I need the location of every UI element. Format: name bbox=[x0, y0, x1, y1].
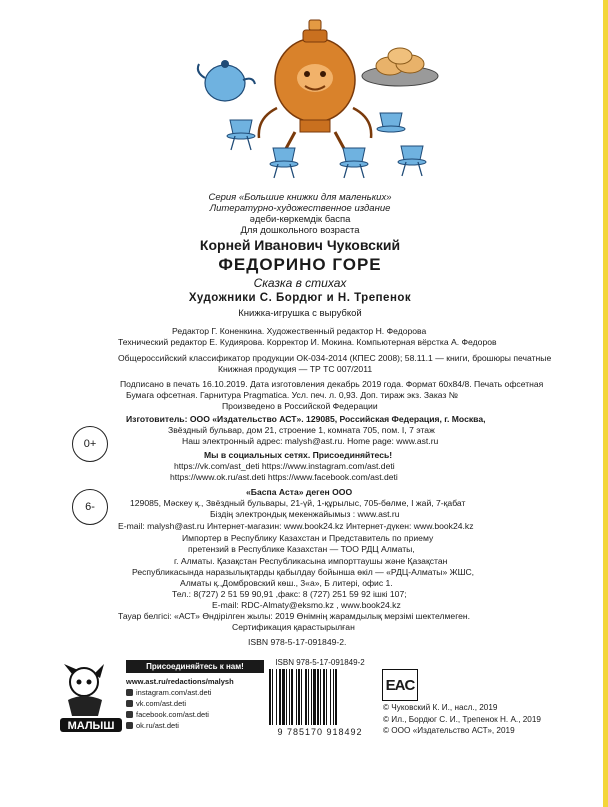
kz-publisher-address: 129085, Мәскеу қ., Звёздный бульвары, 21-үй, 1-құрылыс, 705-бөлме, I жай, 7-қабат bbox=[130, 498, 466, 508]
facebook-icon bbox=[126, 711, 133, 718]
importer-address: Алматы қ.,Домбровский көш., 3«а», Б литері, офис 1. bbox=[180, 578, 393, 588]
print-info-line: Подписано в печать 16.10.2019. Дата изготовления декабрь 2019 года. Формат 60x84/8. Печать офсетная bbox=[120, 379, 544, 389]
certification-line: Сертификация қарастырылған bbox=[232, 622, 355, 632]
barcode-digits: 9 785170 918492 bbox=[277, 727, 363, 737]
social-heading: Мы в социальных сетях. Присоединяйтесь! bbox=[204, 450, 393, 460]
logo-text: МАЛЫШ bbox=[67, 720, 115, 732]
manufacturer-line-3: Наш электронный адрес: malysh@ast.ru. Home page: www.ast.ru bbox=[182, 436, 439, 446]
importer-line-3: г. Алматы. Қазақстан Республикасына импорттаушы және Қазақстан bbox=[174, 556, 448, 566]
artists-line: Художники С. Бордюг и Н. Трепенок bbox=[188, 292, 412, 304]
print-info-line-3: Произведено в Российской Федерации bbox=[222, 401, 378, 411]
print-info-line-2: Бумага офсетная. Гарнитура Pragmatica. Усл. печ. л. 0,93. Доп. тираж экз. Заказ № bbox=[126, 390, 458, 400]
barcode-block bbox=[265, 658, 375, 740]
copyright-block bbox=[383, 702, 541, 737]
genre-line: Литературно-художественное издание bbox=[209, 203, 391, 214]
social-links-line[interactable]: https://vk.com/ast_deti https://www.instagram.com/ast.deti bbox=[174, 461, 395, 471]
copyright-line: © Чуковский К. И., насл., 2019 bbox=[383, 703, 498, 712]
yellow-edge-strip bbox=[603, 0, 608, 807]
isbn-line: ISBN 978-5-17-091849-2. bbox=[248, 637, 347, 647]
barcode bbox=[269, 669, 371, 725]
kz-publisher-contacts: E-mail: malysh@ast.ru Интернет-магазин: www.book24.kz Интернет-дүкен: www.book24.kz bbox=[118, 521, 474, 531]
instagram-icon bbox=[126, 689, 133, 696]
book-type: Книжка-игрушка с вырубкой bbox=[238, 308, 362, 319]
tech-editor-line: Технический редактор Е. Кудиярова. Корректор И. Мокина. Компьютерная вёрстка А. Федоров bbox=[118, 337, 497, 347]
kz-publisher-name: «Баспа Аста» деген ООО bbox=[246, 487, 353, 497]
ok-icon bbox=[126, 722, 133, 729]
importer-email: E-mail: RDC-Almaty@eksmo.kz , www.book24.kz bbox=[212, 600, 401, 610]
importer-line: Импортер в Республику Казахстан и Представитель по приему bbox=[182, 533, 434, 543]
genre-kz-line: әдеби-көркемдік баспа bbox=[249, 214, 351, 225]
classifier-line-2: Книжная продукция — ТР ТС 007/2011 bbox=[218, 364, 373, 374]
manufacturer-line: Изготовитель: ООО «Издательство АСТ». 129085, Российская Федерация, г. Москва, bbox=[126, 414, 486, 424]
samovar-illustration bbox=[195, 8, 445, 193]
classifier-line: Общероссийский классификатор продукции ОК-034-2014 (КПЕС 2008); 58.11.1 — книги, брошюры печатные bbox=[118, 353, 552, 363]
social-row-vk[interactable]: vk.com/ast.deti bbox=[126, 698, 264, 709]
vk-icon bbox=[126, 700, 133, 707]
book-subtitle: Сказка в стихах bbox=[253, 276, 347, 290]
importer-phone: Тел.: 8(727) 2 51 59 90,91 ,факс: 8 (727) 251 59 92 ішкі 107; bbox=[172, 589, 407, 599]
importer-line-2: претензий в Республике Казахстан — ТОО РДЦ Алматы, bbox=[188, 544, 415, 554]
social-links-line-2[interactable]: https://www.ok.ru/ast.deti https://www.facebook.com/ast.deti bbox=[170, 472, 398, 482]
malysh-logo bbox=[58, 660, 124, 736]
age-badge-0plus: 0+ bbox=[72, 426, 108, 462]
copyright-line: © Ил., Бордюг С. И., Трепенок Н. А., 2019 bbox=[383, 714, 541, 724]
social-panel bbox=[126, 660, 264, 731]
barcode-isbn: ISBN 978-5-17-091849-2 bbox=[275, 658, 365, 667]
kz-publisher-web: Біздің электрондық мекенжайымыз : www.ast.ru bbox=[210, 509, 400, 519]
copyright-line: © ООО «Издательство АСТ», 2019 bbox=[383, 726, 515, 735]
trademark-line: Тауар белгісі: «АСТ» Өндірілген жылы: 2019 Өнімнің жарамдылық мерзімі шектелмеген. bbox=[118, 611, 471, 621]
eac-mark: EAC bbox=[382, 669, 418, 701]
social-row-facebook[interactable]: facebook.com/ast.deti bbox=[126, 709, 264, 720]
join-label: Присоединяйтесь к нам! bbox=[126, 660, 264, 673]
age-badge-6minus: 6- bbox=[72, 489, 108, 525]
social-row-instagram[interactable]: instagram.com/ast.deti bbox=[126, 687, 264, 698]
social-row-ok[interactable]: ok.ru/ast.deti bbox=[126, 720, 264, 731]
author-name: Корней Иванович Чуковский bbox=[199, 237, 401, 253]
editor-line: Редактор Г. Коненкина. Художественный редактор Н. Федорова bbox=[172, 326, 427, 336]
series-line: Серия «Большие книжки для маленьких» bbox=[208, 192, 392, 203]
redaction-url[interactable]: www.ast.ru/redactions/malysh bbox=[126, 677, 234, 686]
barcode-bar bbox=[337, 669, 338, 725]
age-line: Для дошкольного возраста bbox=[240, 225, 360, 236]
book-title: ФЕДОРИНО ГОРЕ bbox=[218, 255, 382, 274]
importer-line-4: Республикасында наразылықтарды қабылдау бойынша өкіл — «РДЦ-Алматы» ЖШС, bbox=[132, 567, 475, 577]
manufacturer-line-2: Звёздный бульвар, дом 21, строение 1, комната 705, пом. I, 7 этаж bbox=[168, 425, 435, 435]
